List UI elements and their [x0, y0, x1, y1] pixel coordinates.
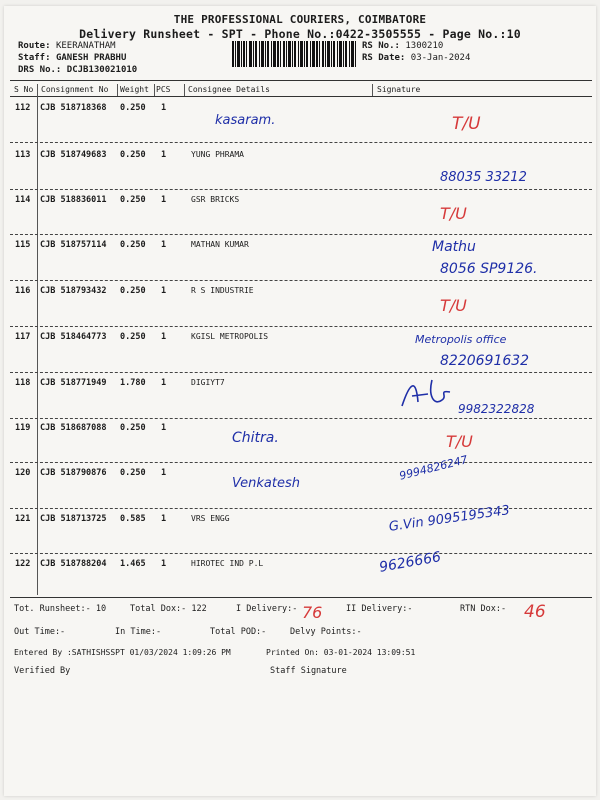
- col-divider: [154, 84, 155, 96]
- row-sno: 116: [15, 286, 31, 296]
- row-divider: [10, 372, 592, 373]
- row-pcs: 1: [161, 423, 167, 433]
- row-sno: 118: [15, 378, 31, 388]
- row-pcs: 1: [161, 332, 167, 342]
- row-pcs: 1: [161, 150, 167, 160]
- handwritten-signature: T/U: [446, 432, 473, 451]
- drs-label: DRS No.:: [18, 65, 62, 75]
- handwritten-signature: 9626666: [378, 549, 443, 576]
- rs-no-label: RS No.:: [362, 41, 400, 51]
- drs-field: [18, 65, 137, 75]
- row-consignment: CJB 518713725: [40, 514, 107, 524]
- handwritten-signature: Metropolis office: [415, 333, 507, 346]
- signature-scribble-icon: [398, 372, 458, 412]
- row-pcs: 1: [161, 103, 167, 113]
- row-consignee: KGISL METROPOLIS: [191, 332, 269, 341]
- col-weight: Weight: [120, 85, 149, 94]
- row-weight: 1.465: [120, 559, 146, 569]
- col-consignee: Consignee Details: [188, 85, 270, 94]
- row-consignee: DIGIYT7: [191, 378, 225, 387]
- row-pcs: 1: [161, 286, 167, 296]
- i-delivery-handwritten: 76: [302, 603, 323, 622]
- runsheet-paper: [4, 6, 596, 796]
- col-pcs: PCS: [156, 85, 171, 94]
- total-pod: Total POD:-: [210, 627, 267, 637]
- row-consignment: CJB 518771949: [40, 378, 107, 388]
- handwritten-consignee: Venkatesh: [232, 476, 300, 491]
- row-consignee: GSR BRICKS: [191, 195, 240, 204]
- row-consignee: R S INDUSTRIE: [191, 286, 254, 295]
- row-sno: 120: [15, 468, 31, 478]
- row-sno: 119: [15, 423, 31, 433]
- row-sno: 113: [15, 150, 31, 160]
- i-delivery-label: I Delivery:-: [236, 604, 298, 614]
- row-consignee: MATHAN KUMAR: [191, 240, 249, 249]
- row-divider: [10, 418, 592, 419]
- row-divider: [10, 142, 592, 143]
- entered-by: Entered By :SATHISHSSPT 01/03/2024 1:09:26 PM: [14, 648, 231, 657]
- col-consignment: Consignment No: [41, 85, 109, 94]
- row-sno: 117: [15, 332, 31, 342]
- handwritten-signature: 9982322828: [458, 402, 535, 416]
- row-weight: 1.780: [120, 378, 146, 388]
- row-consignment: CJB 518687088: [40, 423, 107, 433]
- row-weight: 0.250: [120, 240, 146, 250]
- row-divider: [10, 189, 592, 190]
- handwritten-signature: G.Vin 9095195343: [388, 503, 511, 535]
- row-consignment: CJB 518788204: [40, 559, 107, 569]
- staff-label: Staff:: [18, 53, 51, 63]
- rs-date-field: [362, 53, 470, 63]
- rs-no-field: [362, 41, 443, 51]
- row-consignment: CJB 518836011: [40, 195, 107, 205]
- row-weight: 0.250: [120, 195, 146, 205]
- rs-date-label: RS Date:: [362, 53, 406, 63]
- row-consignment: CJB 518790876: [40, 468, 107, 478]
- row-pcs: 1: [161, 559, 167, 569]
- row-sno: 121: [15, 514, 31, 524]
- row-consignment: CJB 518464773: [40, 332, 107, 342]
- staff-field: [18, 53, 126, 63]
- row-sno: 122: [15, 559, 31, 569]
- row-weight: 0.585: [120, 514, 146, 524]
- handwritten-signature: T/U: [452, 114, 481, 134]
- handwritten-phone: 8056 SP9126.: [440, 261, 538, 277]
- col-divider: [184, 84, 185, 96]
- rs-date-value: 03-Jan-2024: [410, 53, 471, 63]
- col-divider: [372, 84, 373, 96]
- row-weight: 0.250: [120, 332, 146, 342]
- handwritten-signature: T/U: [440, 296, 467, 315]
- table-header-rule: [10, 96, 592, 97]
- row-weight: 0.250: [120, 286, 146, 296]
- handwritten-consignee: kasaram.: [215, 113, 276, 128]
- row-weight: 0.250: [120, 150, 146, 160]
- handwritten-consignee: Chitra.: [232, 430, 279, 446]
- row-divider: [10, 462, 592, 463]
- row-consignee: VRS ENGG: [191, 514, 230, 523]
- row-sno: 112: [15, 103, 31, 113]
- route-value: KEERANATHAM: [55, 41, 116, 51]
- row-consignment: CJB 518793432: [40, 286, 107, 296]
- handwritten-signature: T/U: [440, 204, 467, 223]
- staff-value: GANESH PRABHU: [55, 53, 127, 63]
- route-label: Route:: [18, 41, 51, 51]
- barcode: [232, 41, 356, 67]
- printed-on: Printed On: 03-01-2024 13:09:51: [266, 648, 416, 657]
- row-divider: [10, 326, 592, 327]
- rtn-dox-label: RTN Dox:-: [460, 604, 507, 614]
- row-divider: [10, 234, 592, 235]
- company-title: THE PROFESSIONAL COURIERS, COIMBATORE: [173, 13, 427, 26]
- staff-signature-label: Staff Signature: [270, 666, 347, 676]
- row-divider: [10, 280, 592, 281]
- route-field: [18, 41, 116, 51]
- drs-value: DCJB130021010: [66, 65, 138, 75]
- row-consignment: CJB 518718368: [40, 103, 107, 113]
- rs-no-value: 1300210: [405, 41, 444, 51]
- handwritten-signature: 9994826247: [398, 453, 470, 483]
- table-bottom-rule: [10, 597, 592, 598]
- row-sno: 114: [15, 195, 31, 205]
- rtn-dox-handwritten: 46: [524, 602, 546, 622]
- row-weight: 0.250: [120, 103, 146, 113]
- in-time: In Time:-: [115, 627, 162, 637]
- col-signature: Signature: [377, 85, 421, 94]
- row-consignment: CJB 518749683: [40, 150, 107, 160]
- delvy-points: Delvy Points:-: [290, 627, 362, 637]
- row-weight: 0.250: [120, 468, 146, 478]
- row-pcs: 1: [161, 468, 167, 478]
- row-pcs: 1: [161, 240, 167, 250]
- row-pcs: 1: [161, 195, 167, 205]
- verified-by: Verified By: [14, 666, 71, 676]
- row-consignee: YUNG PHRAMA: [191, 150, 244, 159]
- row-sno: 115: [15, 240, 31, 250]
- row-pcs: 1: [161, 514, 167, 524]
- total-runsheet: Tot. Runsheet:- 10: [14, 604, 107, 614]
- row-consignee: HIROTEC IND P.L: [191, 559, 264, 568]
- handwritten-signature: Mathu: [432, 239, 476, 255]
- out-time: Out Time:-: [14, 627, 66, 637]
- row-pcs: 1: [161, 378, 167, 388]
- row-consignment: CJB 518757114: [40, 240, 107, 250]
- ii-delivery-label: II Delivery:-: [346, 604, 413, 614]
- col-divider: [117, 84, 118, 96]
- handwritten-phone: 8220691632: [440, 353, 530, 369]
- col-sno: S No: [14, 85, 34, 94]
- table-top-rule: [10, 80, 592, 81]
- col-divider: [37, 84, 38, 595]
- row-divider: [10, 553, 592, 554]
- total-dox: Total Dox:- 122: [130, 604, 207, 614]
- row-weight: 0.250: [120, 423, 146, 433]
- handwritten-signature: 88035 33212: [440, 170, 527, 185]
- runsheet-subtitle: Delivery Runsheet - SPT - Phone No.:0422-3505555 - Page No.:10: [79, 27, 521, 41]
